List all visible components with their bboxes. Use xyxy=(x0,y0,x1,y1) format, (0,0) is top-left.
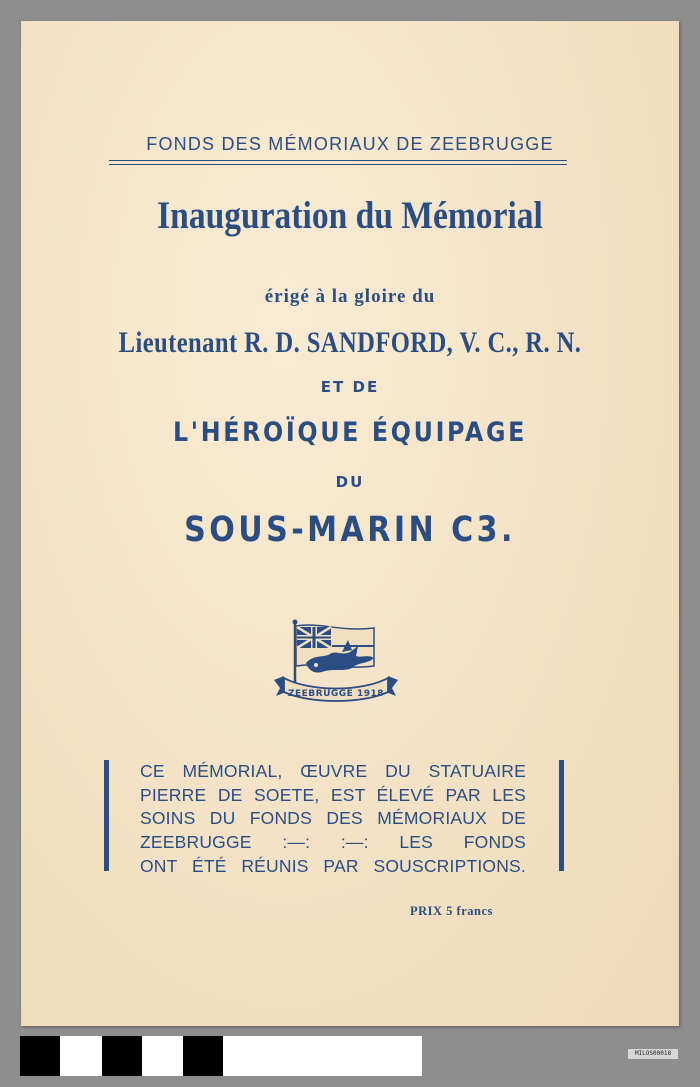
vessel-name: SOUS-MARIN C3. xyxy=(184,510,516,550)
calibration-block xyxy=(20,1036,60,1076)
document-page xyxy=(21,21,679,1026)
notice-box xyxy=(104,760,564,876)
crew-text: L'HÉROÏQUE ÉQUIPAGE xyxy=(173,417,527,448)
notice-line: ZEEBRUGGE :—: :—: LES FONDS xyxy=(140,832,526,853)
price-text: PRIX 5 francs xyxy=(410,903,493,918)
notice-line: SOINS DU FONDS DES MÉMORIAUX DE xyxy=(140,808,526,829)
notice-right-bar xyxy=(559,760,564,871)
subtitle: érigé à la gloire du xyxy=(264,286,436,307)
honoree-name: Lieutenant R. D. SANDFORD, V. C., R. N. xyxy=(118,326,582,359)
fund-name: FONDS DES MÉMORIAUX DE ZEEBRUGGE xyxy=(146,134,554,154)
double-rule-bottom xyxy=(109,164,567,165)
emblem-ribbon-text: ZEEBRUGGE 1918 xyxy=(287,689,385,699)
conjunction-text: ET DE xyxy=(320,378,380,396)
notice-line: CE MÉMORIAL, ŒUVRE DU STATUAIRE xyxy=(140,761,526,781)
calibration-block xyxy=(183,1036,223,1076)
notice-text xyxy=(140,760,526,879)
notice-line: PIERRE DE SOETE, EST ÉLEVÉ PAR LES xyxy=(140,784,526,805)
archive-label: MILOS00018 xyxy=(628,1049,678,1059)
notice-left-bar xyxy=(104,760,109,871)
calibration-block xyxy=(102,1036,142,1076)
page-title: Inauguration du Mémorial xyxy=(157,194,543,237)
double-rule-top xyxy=(109,160,567,161)
notice-line: ONT ÉTÉ RÉUNIS PAR SOUSCRIPTIONS. xyxy=(140,855,526,876)
color-calibration-strip xyxy=(20,1036,422,1076)
preposition-text: DU xyxy=(335,473,365,491)
flag-dragon-emblem-icon xyxy=(270,618,402,704)
